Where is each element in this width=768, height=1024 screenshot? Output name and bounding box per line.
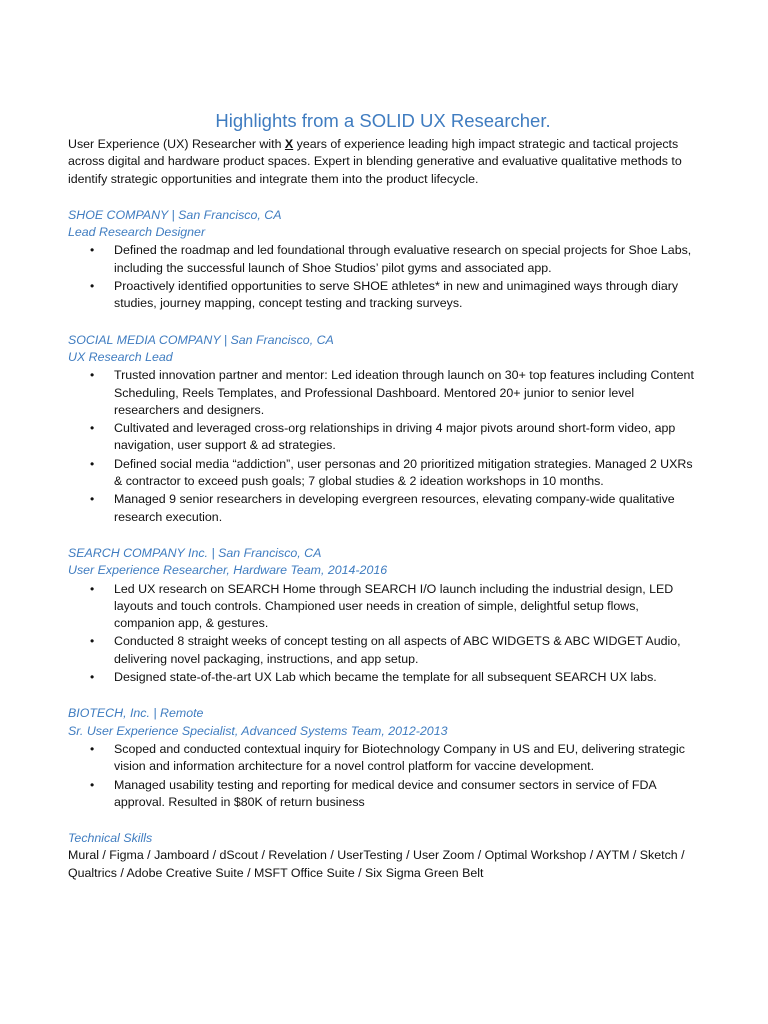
bullet-item	[68, 491, 698, 526]
bullet-item	[68, 278, 698, 313]
bullet-glyph: •	[90, 492, 95, 507]
job-shoe-company	[68, 207, 698, 313]
bullet-item	[68, 242, 698, 277]
job-role: Sr. User Experience Specialist, Advanced Systems Team, 2012-2013	[68, 723, 448, 738]
bullet-text: Managed usability testing and reporting for medical device and consumer sectors in service of FDA approval. Resulted in $80K of return business	[114, 777, 657, 809]
job-role: User Experience Researcher, Hardware Team, 2014-2016	[68, 563, 388, 578]
job-company: SHOE COMPANY | San Francisco, CA	[68, 207, 282, 222]
summary-paragraph	[68, 136, 698, 188]
summary-text-start: User Experience (UX) Researcher with	[68, 137, 285, 151]
bullet-item	[68, 367, 698, 419]
bullet-text: Managed 9 senior researchers in developing evergreen resources, elevating company-wide qualitative research execution.	[114, 492, 675, 524]
bullet-text: Proactively identified opportunities to serve SHOE athletes* in new and unimagined ways through diary studies, journey mapping, concept testing and tracking surveys.	[114, 279, 679, 311]
bullet-item	[68, 456, 698, 491]
bullet-glyph: •	[90, 741, 95, 756]
bullet-glyph: •	[90, 421, 95, 436]
job-search-company	[68, 545, 698, 686]
bullet-item	[68, 581, 698, 633]
bullet-item	[68, 420, 698, 455]
job-bullets	[68, 741, 698, 811]
bullet-item	[68, 669, 698, 686]
document-title: Highlights from a SOLID UX Researcher.	[215, 110, 551, 131]
bullet-glyph: •	[90, 279, 95, 294]
job-company: SOCIAL MEDIA COMPANY | San Francisco, CA	[68, 332, 334, 347]
bullet-text: Cultivated and leveraged cross-org relationships in driving 4 major pivots around short-form video, app navigation, user support & ad strategies.	[114, 421, 676, 453]
summary-text-end: years of experience leading high impact strategic and tactical projects across digital and hardware product spaces. Expert in blending generative and evaluative qualitative methods to identify strategic opportunities and integrate them into the product lifecycle.	[68, 137, 682, 186]
bullet-text: Defined social media “addiction”, user personas and 20 prioritized mitigation strategies. Managed 2 UXRs & contractor to exceed push goals; 7 global studies & 2 ideation workshops in 10 months.	[114, 456, 693, 489]
bullet-glyph: •	[90, 456, 95, 471]
job-social-media-company	[68, 332, 698, 526]
bullet-text: Led UX research on SEARCH Home through SEARCH I/O launch including the industrial design, LED layouts and touch controls. Championed user needs in creation of simple, delightful setup flows, companion app, & gestures.	[114, 581, 674, 631]
job-role: UX Research Lead	[68, 349, 173, 364]
job-bullets	[68, 581, 698, 687]
job-bullets	[68, 367, 698, 526]
experience-section	[68, 207, 698, 811]
skills-list: Mural / Figma / Jamboard / dScout / Revelation / UserTesting / User Zoom / Optimal Workshop / AYTM / Sketch / Qualtrics / Adobe Creative Suite / MSFT Office Suite / Six Sigma Green Belt	[68, 848, 685, 880]
job-role: Lead Research Designer	[68, 225, 206, 240]
bullet-glyph: •	[90, 670, 95, 685]
bullet-item	[68, 633, 698, 668]
bullet-text: Defined the roadmap and led foundational through evaluative research on special projects for Shoe Labs, including the successful launch of Shoe Studios’ pilot gyms and associated app.	[114, 243, 692, 275]
bullet-glyph: •	[90, 581, 95, 596]
bullet-glyph: •	[90, 368, 95, 383]
job-bullets	[68, 242, 698, 312]
bullet-item	[68, 741, 698, 776]
job-company: BIOTECH, Inc. | Remote	[68, 706, 204, 721]
bullet-glyph: •	[90, 243, 95, 258]
bullet-text: Conducted 8 straight weeks of concept testing on all aspects of ABC WIDGETS & ABC WIDGET Audio, delivering novel packaging, instructions, and app setup.	[114, 634, 681, 666]
bullet-glyph: •	[90, 634, 95, 649]
skills-heading: Technical Skills	[68, 831, 153, 846]
bullet-text: Scoped and conducted contextual inquiry for Biotechnology Company in US and EU, delivering strategic vision and information architecture for a novel control platform for vaccine development.	[114, 741, 685, 774]
bullet-text: Trusted innovation partner and mentor: Led ideation through launch on 30+ top features including Content Scheduling, Reels Templates, and Professional Dashboard. Mentored 20+ junior to senior level researchers and designers.	[114, 368, 694, 417]
summary-years-placeholder: X	[284, 137, 294, 151]
job-biotech	[68, 705, 698, 811]
bullet-item	[68, 777, 698, 812]
bullet-glyph: •	[90, 777, 95, 792]
bullet-text: Designed state-of-the-art UX Lab which became the template for all subsequent SEARCH UX labs.	[114, 670, 657, 685]
job-company: SEARCH COMPANY Inc. | San Francisco, CA	[68, 545, 322, 560]
